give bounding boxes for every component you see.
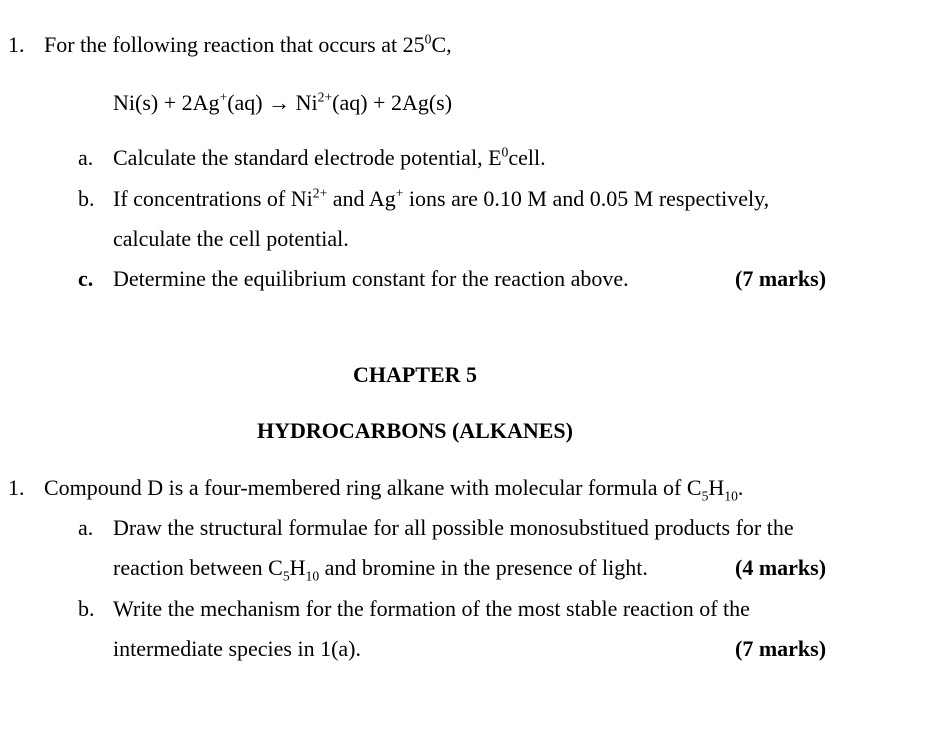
- part-a-text: Calculate the standard electrode potential, $E^0cell$.: [113, 144, 546, 170]
- chapter-title: CHAPTER 5: [352, 362, 478, 387]
- part-c-text: Determine the equilibrium constant for the reaction above.: [113, 266, 629, 291]
- part-c-marks: (7 marks): [735, 266, 827, 291]
- question-2-text: Compound D is a four-membered ring alkane with molecular formula of $C_5H_{10}$.: [44, 475, 744, 504]
- part-2b-marks: (7 marks): [735, 636, 827, 661]
- part-b-label: b.: [78, 186, 95, 211]
- part-a-label: a.: [78, 145, 94, 170]
- part-2b-text-line1: Write the mechanism for the formation of the most stable reaction of the: [113, 596, 750, 621]
- question-1-text: For the following reaction that occurs at $25^0C$,: [44, 31, 452, 57]
- question-1-number: 1.: [8, 32, 25, 57]
- part-c-label: c.: [78, 266, 94, 291]
- part-2a-marks: (4 marks): [735, 555, 827, 580]
- part-b-text-line2: calculate the cell potential.: [113, 226, 349, 251]
- part-2b-label: b.: [78, 596, 95, 621]
- question-2-number: 1.: [8, 475, 25, 500]
- part-2b-text-line2: intermediate species in 1(a).: [113, 636, 362, 661]
- part-2a-label: a.: [78, 515, 94, 540]
- reaction-equation: $Ni(s) + 2Ag^+(aq) \to Ni^{2+}(aq) + 2Ag(s)$: [113, 89, 453, 115]
- part-2a-text-line1: Draw the structural formulae for all possible monosubstitued products for the: [113, 515, 794, 540]
- part-b-text-line1: If concentrations of $Ni^{2+}$ and Ag+ ions are 0.10 M and 0.05 M respectively,: [113, 185, 770, 211]
- chapter-subtitle: HYDROCARBONS (ALKANES): [257, 418, 573, 443]
- part-2a-text-line2: reaction between $C_5H_{10}$ and bromine in the presence of light.: [113, 555, 648, 584]
